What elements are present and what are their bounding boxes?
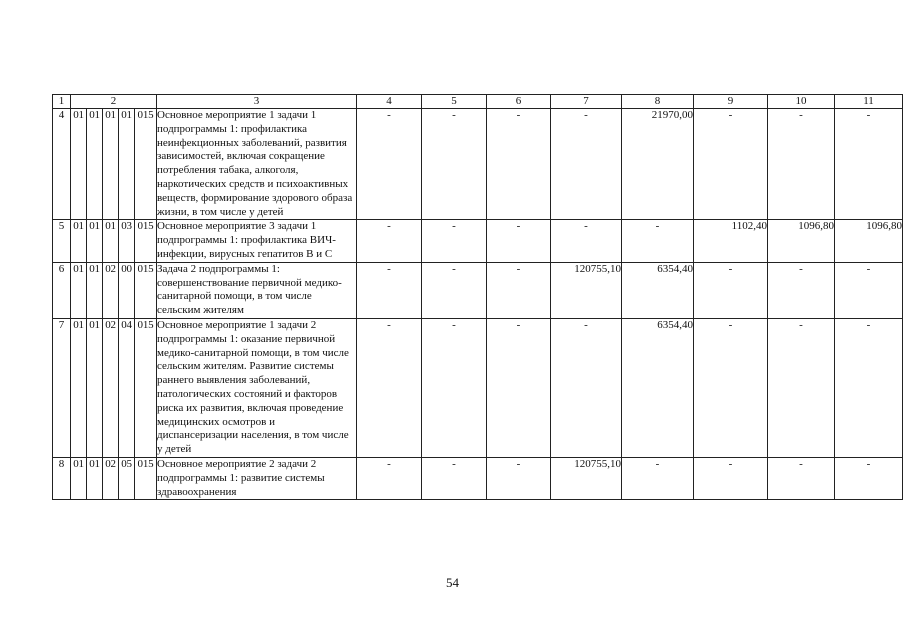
header-cell: 8: [622, 95, 694, 109]
value-cell: -: [551, 109, 622, 220]
description-cell: Задача 2 подпрограммы 1: совершенствование первичной медико-санитарной помощи, в том числе сельским жителям: [157, 262, 357, 318]
code-cell: 00: [119, 262, 135, 318]
value-cell: -: [694, 318, 768, 457]
code-cell: 01: [71, 262, 87, 318]
row-number: 5: [53, 220, 71, 262]
value-cell: -: [487, 318, 551, 457]
code-cell: 015: [135, 457, 157, 499]
header-cell: 1: [53, 95, 71, 109]
value-cell: -: [694, 109, 768, 220]
value-cell: -: [357, 457, 422, 499]
value-cell: 120755,10: [551, 262, 622, 318]
value-cell: -: [768, 318, 835, 457]
description-cell: Основное мероприятие 1 задачи 2 подпрограммы 1: оказание первичной медико-санитарной помощи, в том числе сельским жителям. Развитие системы раннего выявления заболеваний, патологических состояний и факторов риска их развития, включая проведение медицинских осмотров и диспансеризации населения, в том числе у детей: [157, 318, 357, 457]
value-cell: 1096,80: [768, 220, 835, 262]
header-cell: 10: [768, 95, 835, 109]
value-cell: -: [694, 457, 768, 499]
value-cell: -: [622, 457, 694, 499]
description-cell: Основное мероприятие 1 задачи 1 подпрограммы 1: профилактика неинфекционных заболеваний, развития зависимостей, включая сокращение потребления табака, алкоголя, наркотических средств и психоактивных веществ, формирование здорового образа жизни, в том числе у детей: [157, 109, 357, 220]
value-cell: -: [487, 109, 551, 220]
table-row: [53, 318, 903, 457]
value-cell: -: [487, 457, 551, 499]
value-cell: -: [422, 262, 487, 318]
value-cell: -: [422, 457, 487, 499]
description-cell: Основное мероприятие 2 задачи 2 подпрограммы 1: развитие системы здравоохранения: [157, 457, 357, 499]
value-cell: -: [357, 109, 422, 220]
value-cell: -: [835, 262, 903, 318]
code-cell: 05: [119, 457, 135, 499]
header-cell: 2: [71, 95, 157, 109]
value-cell: -: [622, 220, 694, 262]
header-cell: 7: [551, 95, 622, 109]
value-cell: -: [768, 262, 835, 318]
value-cell: -: [487, 262, 551, 318]
code-cell: 01: [119, 109, 135, 220]
value-cell: -: [835, 457, 903, 499]
budget-table: [52, 94, 903, 500]
code-cell: 015: [135, 262, 157, 318]
value-cell: -: [551, 318, 622, 457]
code-cell: 01: [71, 457, 87, 499]
code-cell: 015: [135, 318, 157, 457]
code-cell: 03: [119, 220, 135, 262]
code-cell: 01: [71, 318, 87, 457]
header-cell: 9: [694, 95, 768, 109]
value-cell: -: [551, 220, 622, 262]
value-cell: -: [768, 109, 835, 220]
table-row: [53, 220, 903, 262]
code-cell: 01: [71, 109, 87, 220]
code-cell: 01: [87, 109, 103, 220]
row-number: 6: [53, 262, 71, 318]
code-cell: 01: [103, 220, 119, 262]
value-cell: -: [487, 220, 551, 262]
row-number: 8: [53, 457, 71, 499]
code-cell: 015: [135, 109, 157, 220]
value-cell: -: [357, 318, 422, 457]
value-cell: -: [768, 457, 835, 499]
value-cell: 21970,00: [622, 109, 694, 220]
code-cell: 02: [103, 262, 119, 318]
value-cell: 6354,40: [622, 262, 694, 318]
table-row: [53, 457, 903, 499]
header-cell: 3: [157, 95, 357, 109]
code-cell: 01: [71, 220, 87, 262]
value-cell: -: [422, 318, 487, 457]
code-cell: 015: [135, 220, 157, 262]
code-cell: 04: [119, 318, 135, 457]
code-cell: 01: [87, 318, 103, 457]
code-cell: 02: [103, 318, 119, 457]
value-cell: -: [422, 220, 487, 262]
table-row: [53, 262, 903, 318]
value-cell: -: [422, 109, 487, 220]
value-cell: 120755,10: [551, 457, 622, 499]
value-cell: -: [835, 109, 903, 220]
description-cell: Основное мероприятие 3 задачи 1 подпрограммы 1: профилактика ВИЧ-инфекции, вирусных гепатитов В и С: [157, 220, 357, 262]
code-cell: 01: [87, 457, 103, 499]
header-cell: 4: [357, 95, 422, 109]
header-cell: 5: [422, 95, 487, 109]
code-cell: 01: [87, 262, 103, 318]
value-cell: -: [357, 220, 422, 262]
value-cell: -: [835, 318, 903, 457]
header-row: [53, 95, 903, 109]
row-number: 7: [53, 318, 71, 457]
table-row: [53, 109, 903, 220]
code-cell: 01: [87, 220, 103, 262]
header-cell: 6: [487, 95, 551, 109]
value-cell: 1096,80: [835, 220, 903, 262]
code-cell: 02: [103, 457, 119, 499]
value-cell: -: [357, 262, 422, 318]
value-cell: 6354,40: [622, 318, 694, 457]
value-cell: 1102,40: [694, 220, 768, 262]
page-number: 54: [446, 575, 459, 590]
header-cell: 11: [835, 95, 903, 109]
code-cell: 01: [103, 109, 119, 220]
value-cell: -: [694, 262, 768, 318]
row-number: 4: [53, 109, 71, 220]
